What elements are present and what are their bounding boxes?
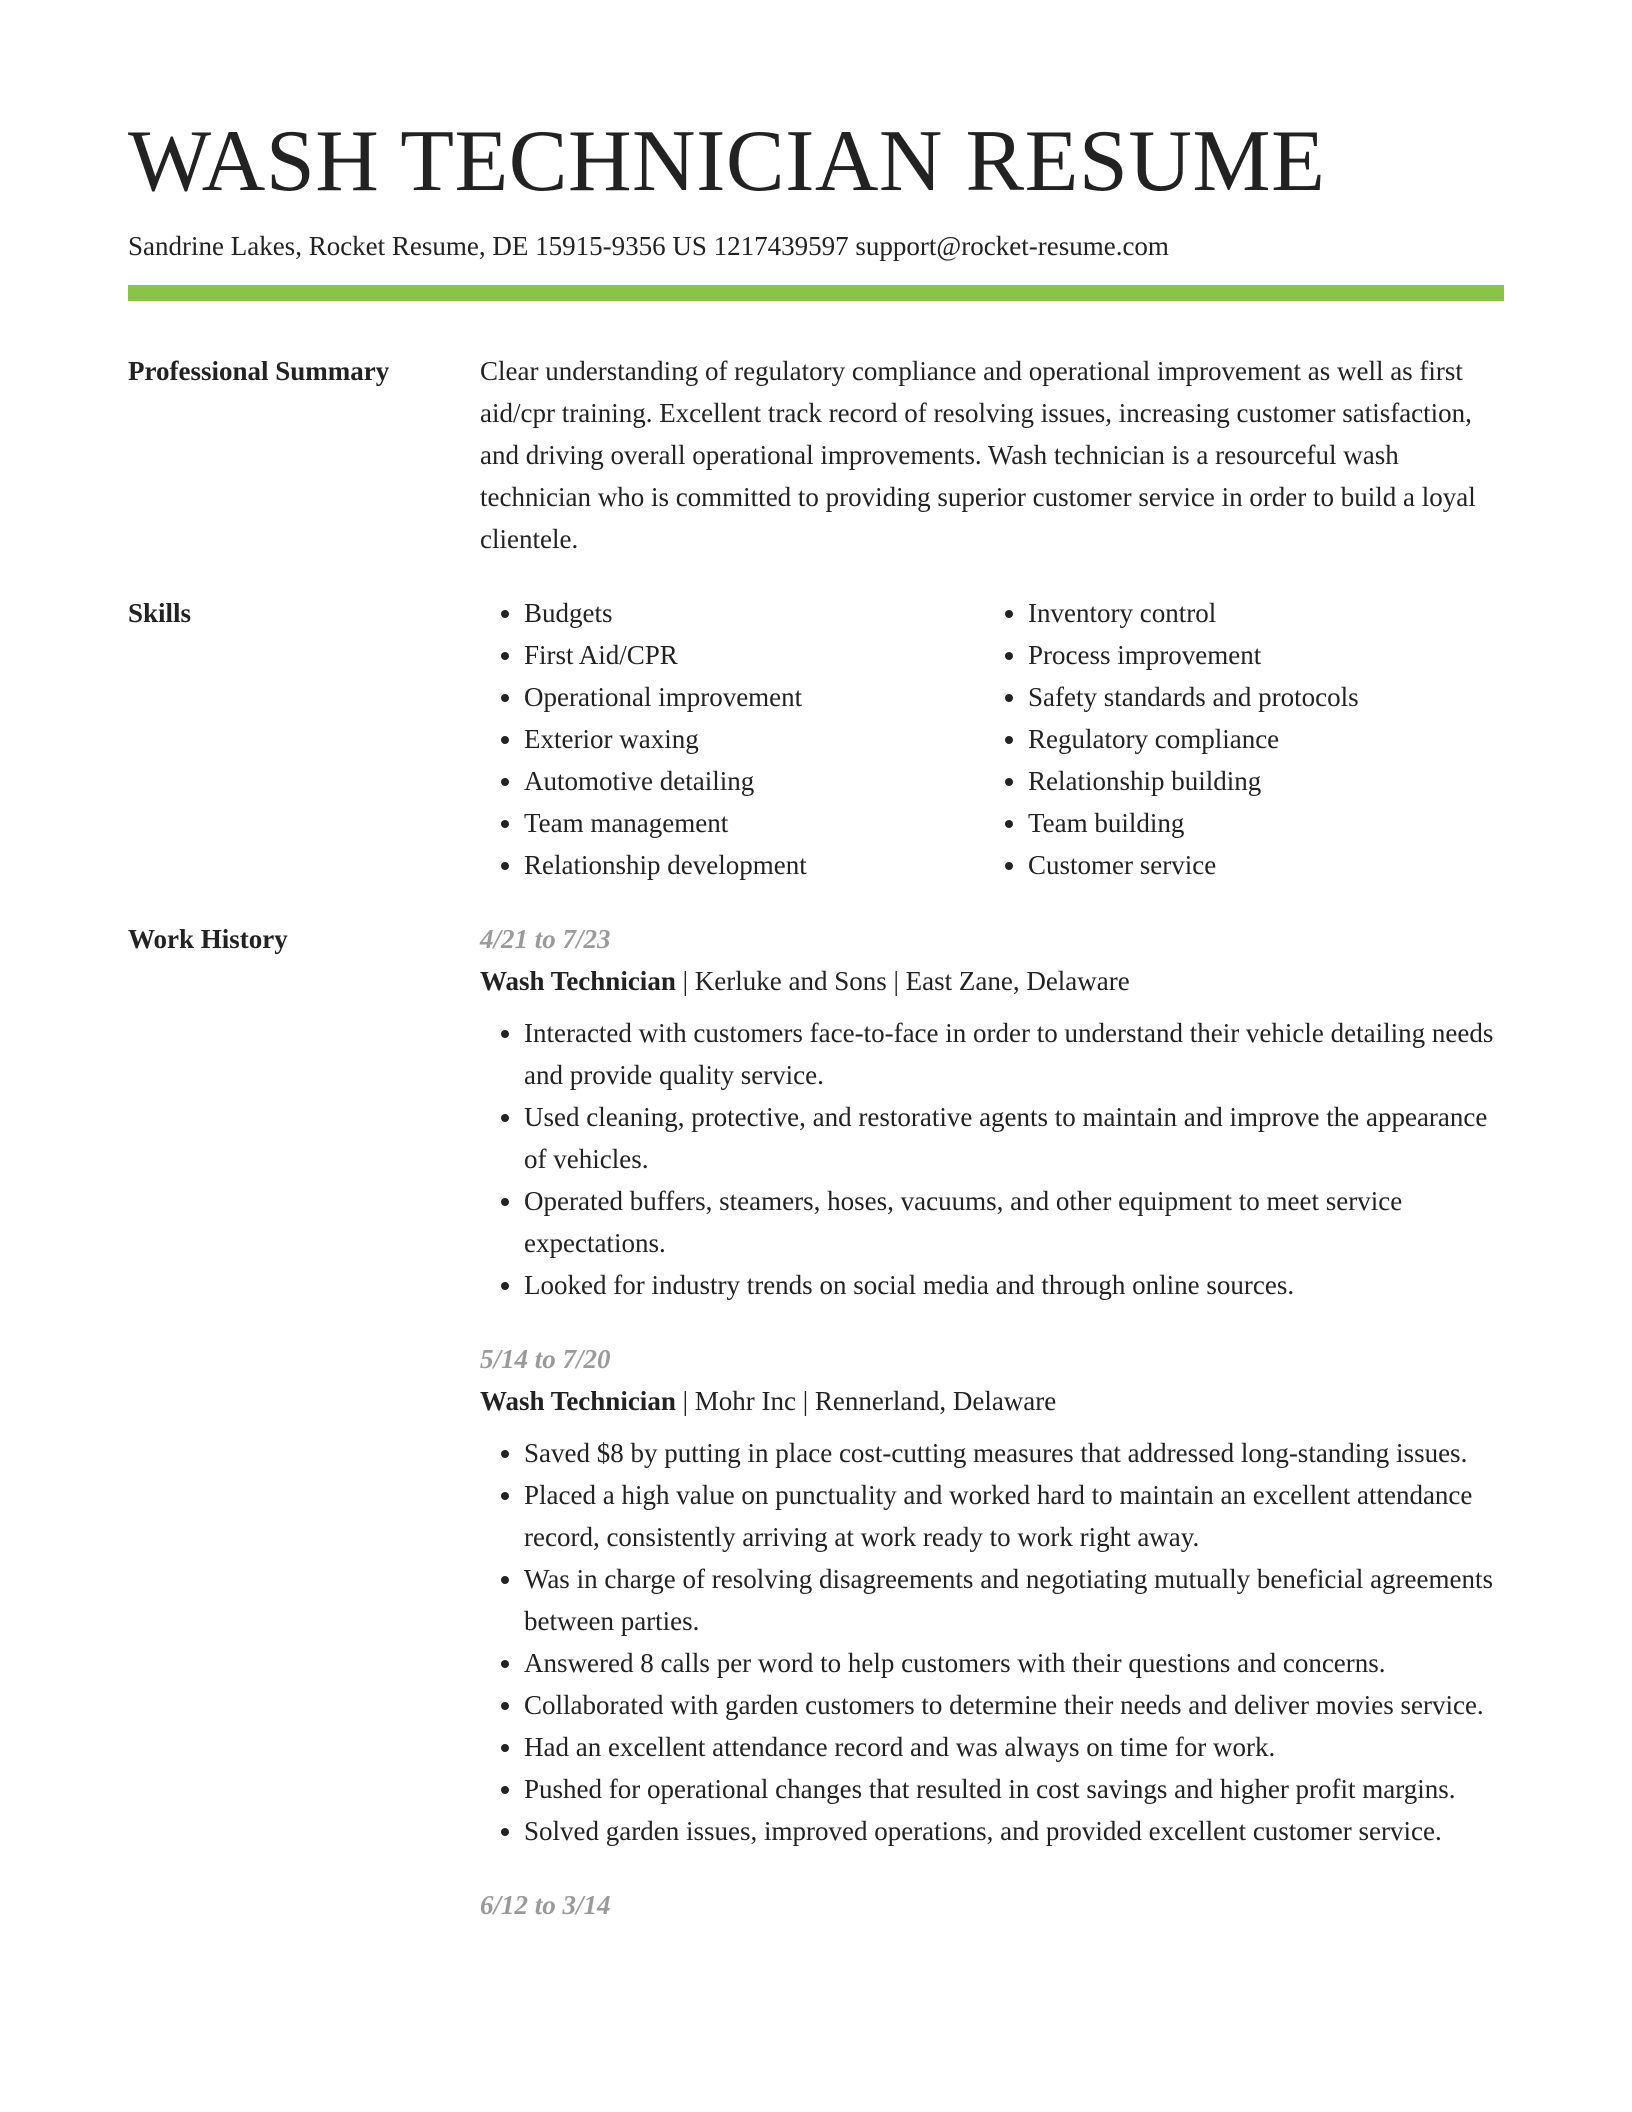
- skills-body: [480, 592, 1504, 886]
- skills-section: [128, 592, 1504, 886]
- skill-item: • Operational improvement: [524, 676, 984, 718]
- job-title: Wash Technician: [480, 1386, 676, 1416]
- job-bullet: • Answered 8 calls per word to help customers with their questions and concerns.: [524, 1642, 1504, 1684]
- skills-list-left: [480, 592, 984, 886]
- job-bullet: • Pushed for operational changes that resulted in cost savings and higher profit margins.: [524, 1768, 1504, 1810]
- job-bullet: • Was in charge of resolving disagreements and negotiating mutually beneficial agreements between parties.: [524, 1558, 1504, 1642]
- skill-item: • Team building: [1028, 802, 1488, 844]
- skill-item: • First Aid/CPR: [524, 634, 984, 676]
- work-history-body: [480, 918, 1504, 1958]
- skill-item: • Relationship building: [1028, 760, 1488, 802]
- job-heading: [480, 960, 1504, 1002]
- skill-item: • Safety standards and protocols: [1028, 676, 1488, 718]
- job-dates: 4/21 to 7/23: [480, 924, 611, 954]
- accent-divider: [128, 285, 1504, 301]
- skill-item: • Regulatory compliance: [1028, 718, 1488, 760]
- skill-item: • Budgets: [524, 592, 984, 634]
- section-label-skills: Skills: [128, 598, 192, 628]
- job-details: | Kerluke and Sons | East Zane, Delaware: [675, 966, 1130, 996]
- skill-item: • Inventory control: [1028, 592, 1488, 634]
- job-bullet: • Solved garden issues, improved operations, and provided excellent customer service.: [524, 1810, 1504, 1852]
- job-bullet: • Looked for industry trends on social media and through online sources.: [524, 1264, 1504, 1306]
- job-bullet: • Used cleaning, protective, and restorative agents to maintain and improve the appearance of vehicles.: [524, 1096, 1504, 1180]
- job-bullet: • Collaborated with garden customers to determine their needs and deliver movies service.: [524, 1684, 1504, 1726]
- job-bullet: • Saved $8 by putting in place cost-cutting measures that addressed long-standing issues.: [524, 1432, 1504, 1474]
- skill-item: • Automotive detailing: [524, 760, 984, 802]
- section-label-summary: Professional Summary: [128, 356, 390, 386]
- job-bullet: • Operated buffers, steamers, hoses, vacuums, and other equipment to meet service expectations.: [524, 1180, 1504, 1264]
- skill-item: • Exterior waxing: [524, 718, 984, 760]
- job-title: Wash Technician: [480, 966, 676, 996]
- summary-section: [128, 350, 1504, 560]
- job-heading: [480, 1380, 1504, 1422]
- summary-body: [480, 350, 1504, 560]
- job-bullet: • Placed a high value on punctuality and worked hard to maintain an excellent attendance record, consistently arriving at work ready to work right away.: [524, 1474, 1504, 1558]
- job-bullet: • Had an excellent attendance record and was always on time for work.: [524, 1726, 1504, 1768]
- skill-item: • Process improvement: [1028, 634, 1488, 676]
- job-bullets: [480, 1012, 1504, 1306]
- skill-item: • Relationship development: [524, 844, 984, 886]
- job-details: | Mohr Inc | Rennerland, Delaware: [675, 1386, 1057, 1416]
- job-dates: 5/14 to 7/20: [480, 1344, 611, 1374]
- job-bullet: • Interacted with customers face-to-face in order to understand their vehicle detailing needs and provide quality service.: [524, 1012, 1504, 1096]
- job-dates: 6/12 to 3/14: [480, 1890, 611, 1920]
- skill-item: • Team management: [524, 802, 984, 844]
- work-history-section: [128, 918, 1504, 1958]
- job-entry: [480, 1884, 1504, 1926]
- skills-list-right: [984, 592, 1488, 886]
- job-entry: [480, 1338, 1504, 1852]
- job-bullets: [480, 1432, 1504, 1852]
- section-label-work-history: Work History: [128, 924, 288, 954]
- skill-item: • Customer service: [1028, 844, 1488, 886]
- resume-title: WASH TECHNICIAN RESUME: [128, 113, 1326, 210]
- resume-content: [128, 350, 1504, 1990]
- contact-line: Sandrine Lakes, Rocket Resume, DE 15915-9356 US 1217439597 support@rocket-resume.com: [128, 231, 1169, 261]
- job-entry: [480, 918, 1504, 1306]
- summary-text: Clear understanding of regulatory compliance and operational improvement as well as first aid/cpr training. Excellent track record of resolving issues, increasing customer satisfaction, and driving overall operational improvements. Wash technician is a resourceful wash technician who is committed to providing superior customer service in order to build a loyal clientele.: [480, 356, 1476, 554]
